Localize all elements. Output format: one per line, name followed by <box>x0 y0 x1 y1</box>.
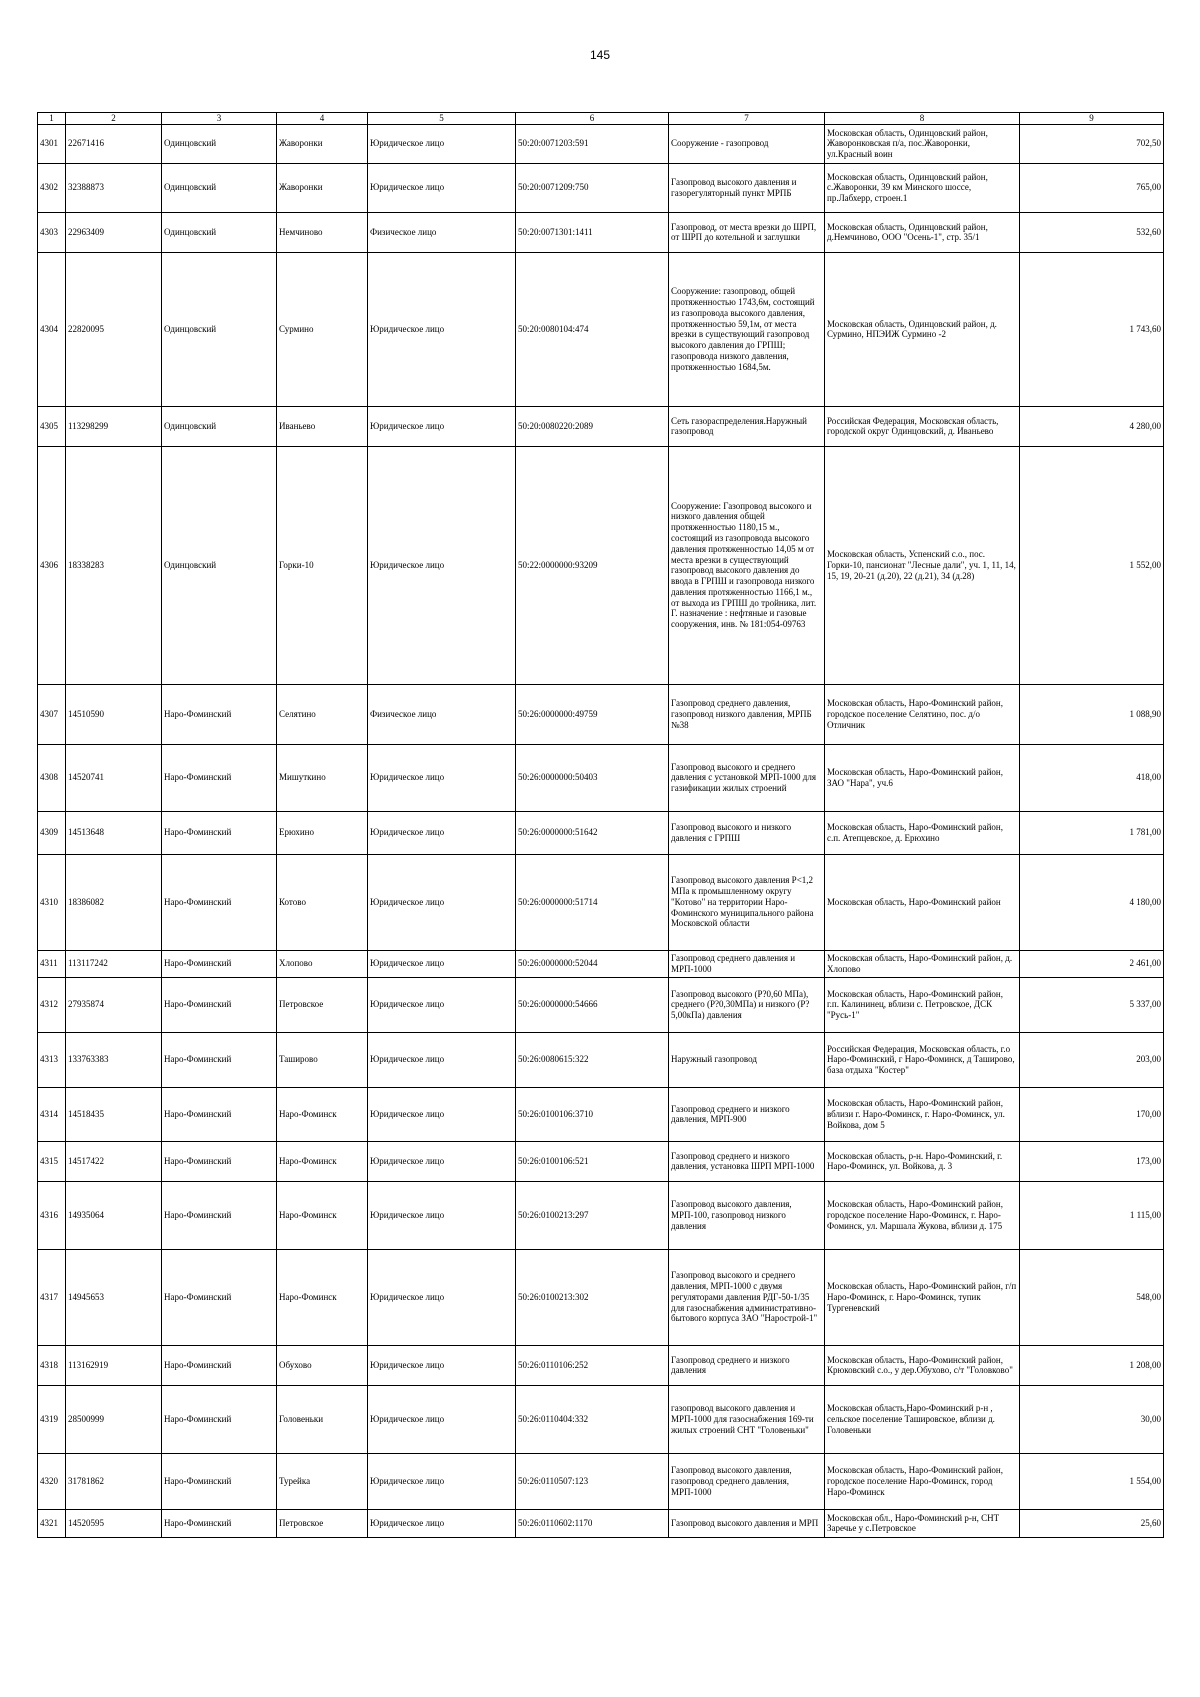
owner-type-cell: Юридическое лицо <box>368 163 516 212</box>
cadastral-number-cell: 50:26:0000000:51714 <box>516 854 669 950</box>
object-id-cell: 14510590 <box>66 684 162 744</box>
object-id-cell: 18338283 <box>66 446 162 684</box>
object-id-cell: 14520741 <box>66 744 162 811</box>
cadastral-number-cell: 50:20:0071301:1411 <box>516 212 669 252</box>
row-number-cell: 4306 <box>38 446 66 684</box>
settlement-cell: Мишуткино <box>277 744 368 811</box>
area-cell: 1 781,00 <box>1020 811 1164 854</box>
owner-type-cell: Юридическое лицо <box>368 1249 516 1345</box>
owner-type-cell: Юридическое лицо <box>368 1385 516 1453</box>
row-number-cell: 4311 <box>38 950 66 977</box>
object-id-cell: 22671416 <box>66 124 162 163</box>
district-cell: Одинцовский <box>162 212 277 252</box>
object-description-cell: Газопровод среднего и низкого давления, МРП-900 <box>669 1087 825 1141</box>
row-number-cell: 4314 <box>38 1087 66 1141</box>
address-cell: Московская область, Успенский с.о., пос. Горки-10, пансионат "Лесные дали", уч. 1, 11, 14, 15, 19, 20-21 (д.20), 22 (д.21), 34 (д.28) <box>825 446 1020 684</box>
area-cell: 2 461,00 <box>1020 950 1164 977</box>
table-row <box>38 1181 1164 1249</box>
table-row <box>38 1345 1164 1385</box>
area-cell: 4 280,00 <box>1020 406 1164 446</box>
row-number-cell: 4301 <box>38 124 66 163</box>
object-id-cell: 31781862 <box>66 1453 162 1509</box>
settlement-cell: Иваньево <box>277 406 368 446</box>
district-cell: Наро-Фоминский <box>162 811 277 854</box>
table-row <box>38 811 1164 854</box>
address-cell: Российская Федерация, Московская область, г.о Наро-Фоминский, г Наро-Фоминск, д Таширово, база отдыха "Костер" <box>825 1032 1020 1087</box>
object-description-cell: Газопровод высокого и низкого давления с ГРПШ <box>669 811 825 854</box>
column-number: 1 <box>38 113 66 125</box>
object-id-cell: 22963409 <box>66 212 162 252</box>
address-cell: Московская область, Наро-Фоминский район, д. Хлопово <box>825 950 1020 977</box>
cadastral-number-cell: 50:26:0100106:521 <box>516 1141 669 1181</box>
district-cell: Наро-Фоминский <box>162 1181 277 1249</box>
row-number-cell: 4302 <box>38 163 66 212</box>
settlement-cell: Селятино <box>277 684 368 744</box>
table-row <box>38 854 1164 950</box>
area-cell: 1 554,00 <box>1020 1453 1164 1509</box>
cadastral-number-cell: 50:26:0110602:1170 <box>516 1509 669 1537</box>
object-id-cell: 18386082 <box>66 854 162 950</box>
district-cell: Наро-Фоминский <box>162 684 277 744</box>
object-id-cell: 14945653 <box>66 1249 162 1345</box>
address-cell: Московская область, Наро-Фоминский район, ЗАО "Нара", уч.6 <box>825 744 1020 811</box>
object-description-cell: Газопровод высокого давления, МРП-100, газопровод низкого давления <box>669 1181 825 1249</box>
table-row <box>38 446 1164 684</box>
district-cell: Наро-Фоминский <box>162 977 277 1032</box>
address-cell: Московская область,Наро-Фоминский р-н , сельское поселение Ташировское, вблизи д. Головеньки <box>825 1385 1020 1453</box>
area-cell: 4 180,00 <box>1020 854 1164 950</box>
address-cell: Российская Федерация, Московская область, городской округ Одинцовский, д. Иваньево <box>825 406 1020 446</box>
row-number-cell: 4319 <box>38 1385 66 1453</box>
object-description-cell: Газопровод высокого давления Р<1,2 МПа к промышленному округу "Котово" на территории Наро-Фоминского муниципального района Московской области <box>669 854 825 950</box>
object-description-cell: Сооружение - газопровод <box>669 124 825 163</box>
cadastral-number-cell: 50:26:0110106:252 <box>516 1345 669 1385</box>
district-cell: Наро-Фоминский <box>162 1345 277 1385</box>
address-cell: Московская область, Одинцовский район, с.Жаворонки, 39 км Минского шоссе, пр.Лабхерр, строен.1 <box>825 163 1020 212</box>
object-description-cell: Газопровод среднего давления, газопровод низкого давления, МРПБ №38 <box>669 684 825 744</box>
settlement-cell: Наро-Фоминск <box>277 1087 368 1141</box>
cadastral-number-cell: 50:26:0080615:322 <box>516 1032 669 1087</box>
table-row <box>38 163 1164 212</box>
owner-type-cell: Юридическое лицо <box>368 1141 516 1181</box>
settlement-cell: Горки-10 <box>277 446 368 684</box>
area-cell: 1 088,90 <box>1020 684 1164 744</box>
owner-type-cell: Юридическое лицо <box>368 406 516 446</box>
cadastral-number-cell: 50:26:0000000:50403 <box>516 744 669 811</box>
address-cell: Московская область, Наро-Фоминский район <box>825 854 1020 950</box>
object-id-cell: 22820095 <box>66 252 162 406</box>
area-cell: 173,00 <box>1020 1141 1164 1181</box>
area-cell: 25,60 <box>1020 1509 1164 1537</box>
district-cell: Наро-Фоминский <box>162 1453 277 1509</box>
table-row <box>38 1032 1164 1087</box>
owner-type-cell: Юридическое лицо <box>368 744 516 811</box>
owner-type-cell: Юридическое лицо <box>368 950 516 977</box>
object-description-cell: Газопровод среднего и низкого давления, установка ШРП МРП-1000 <box>669 1141 825 1181</box>
cadastral-number-cell: 50:26:0000000:52044 <box>516 950 669 977</box>
table-row <box>38 744 1164 811</box>
settlement-cell: Сурмино <box>277 252 368 406</box>
owner-type-cell: Юридическое лицо <box>368 446 516 684</box>
settlement-cell: Обухово <box>277 1345 368 1385</box>
object-description-cell: Наружный газопровод <box>669 1032 825 1087</box>
table-row <box>38 950 1164 977</box>
row-number-cell: 4305 <box>38 406 66 446</box>
settlement-cell: Немчиново <box>277 212 368 252</box>
cadastral-number-cell: 50:26:0110404:332 <box>516 1385 669 1453</box>
column-number: 3 <box>162 113 277 125</box>
district-cell: Одинцовский <box>162 124 277 163</box>
object-id-cell: 113162919 <box>66 1345 162 1385</box>
object-description-cell: Газопровод высокого и среднего давления, МРП-1000 с двумя регуляторами давления РДГ-50-1/35 для газоснабжения административно-бытового корпуса ЗАО "Нарострой-1" <box>669 1249 825 1345</box>
cadastral-number-cell: 50:26:0100213:297 <box>516 1181 669 1249</box>
address-cell: Московская область, Одинцовский район, Жаворонковская п/а, пос.Жаворонки, ул.Красный воин <box>825 124 1020 163</box>
district-cell: Одинцовский <box>162 163 277 212</box>
cadastral-number-cell: 50:20:0080220:2089 <box>516 406 669 446</box>
district-cell: Наро-Фоминский <box>162 950 277 977</box>
address-cell: Московская область, Наро-Фоминский район, вблизи г. Наро-Фоминск, г. Наро-Фоминск, ул. Войкова, дом 5 <box>825 1087 1020 1141</box>
area-cell: 203,00 <box>1020 1032 1164 1087</box>
area-cell: 30,00 <box>1020 1385 1164 1453</box>
object-description-cell: Газопровод высокого давления, газопровод среднего давления, МРП-1000 <box>669 1453 825 1509</box>
object-id-cell: 133763383 <box>66 1032 162 1087</box>
settlement-cell: Котово <box>277 854 368 950</box>
district-cell: Наро-Фоминский <box>162 1087 277 1141</box>
row-number-cell: 4304 <box>38 252 66 406</box>
object-id-cell: 113298299 <box>66 406 162 446</box>
row-number-cell: 4320 <box>38 1453 66 1509</box>
address-cell: Московская область, Наро-Фоминский район, городское поселение Наро-Фоминск, г. Наро-Фоминск, ул. Маршала Жукова, вблизи д. 175 <box>825 1181 1020 1249</box>
column-number: 6 <box>516 113 669 125</box>
district-cell: Наро-Фоминский <box>162 854 277 950</box>
area-cell: 1 115,00 <box>1020 1181 1164 1249</box>
object-description-cell: Сооружение: газопровод, общей протяженностью 1743,6м, состоящий из газопровода высокого давления, протяженностью 59,1м, от места врезки в существующий газопровод высокого давления до ГРПШ; газопровода низкого давления, протяженностью 1684,5м. <box>669 252 825 406</box>
table-row <box>38 1385 1164 1453</box>
cadastral-number-cell: 50:20:0071209:750 <box>516 163 669 212</box>
row-number-cell: 4303 <box>38 212 66 252</box>
district-cell: Наро-Фоминский <box>162 1141 277 1181</box>
settlement-cell: Петровское <box>277 1509 368 1537</box>
owner-type-cell: Юридическое лицо <box>368 1032 516 1087</box>
table-row <box>38 1249 1164 1345</box>
address-cell: Московская область, Наро-Фоминский район, городское поселение Селятино, пос. д/о Отличник <box>825 684 1020 744</box>
area-cell: 1 208,00 <box>1020 1345 1164 1385</box>
settlement-cell: Наро-Фоминск <box>277 1141 368 1181</box>
district-cell: Наро-Фоминский <box>162 1385 277 1453</box>
column-number: 8 <box>825 113 1020 125</box>
settlement-cell: Хлопово <box>277 950 368 977</box>
address-cell: Московская область, Наро-Фоминский район, г/п Наро-Фоминск, г. Наро-Фоминск, тупик Тургеневский <box>825 1249 1020 1345</box>
object-id-cell: 27935874 <box>66 977 162 1032</box>
object-id-cell: 14513648 <box>66 811 162 854</box>
row-number-cell: 4309 <box>38 811 66 854</box>
area-cell: 548,00 <box>1020 1249 1164 1345</box>
cadastral-number-cell: 50:26:0100106:3710 <box>516 1087 669 1141</box>
object-description-cell: Сооружение: Газопровод высокого и низкого давления общей протяженностью 1180,15 м., состоящий из газопровода высокого давления протяженностью 14,05 м от места врезки в существующий газопровод высокого давления до ввода в ГРПШ и газопровода низкого давления протяженностью 1166,1 м., от выхода из ГРПШ до тройника, лит. Г. назначение : нефтяные и газовые сооружения, инв. № 181:054-09763 <box>669 446 825 684</box>
gas-pipeline-registry-table <box>37 112 1164 1538</box>
cadastral-number-cell: 50:26:0000000:54666 <box>516 977 669 1032</box>
row-number-cell: 4313 <box>38 1032 66 1087</box>
page-number: 145 <box>589 48 611 62</box>
owner-type-cell: Юридическое лицо <box>368 854 516 950</box>
district-cell: Одинцовский <box>162 446 277 684</box>
object-description-cell: Газопровод высокого давления и газорегуляторный пункт МРПБ <box>669 163 825 212</box>
table-row <box>38 406 1164 446</box>
area-cell: 1 743,60 <box>1020 252 1164 406</box>
district-cell: Наро-Фоминский <box>162 744 277 811</box>
settlement-cell: Наро-Фоминск <box>277 1249 368 1345</box>
settlement-cell: Жаворонки <box>277 163 368 212</box>
column-number: 2 <box>66 113 162 125</box>
settlement-cell: Жаворонки <box>277 124 368 163</box>
column-number: 5 <box>368 113 516 125</box>
district-cell: Одинцовский <box>162 252 277 406</box>
object-description-cell: газопровод высокого давления и МРП-1000 для газоснабжения 169-ти жилых строений СНТ "Головеньки" <box>669 1385 825 1453</box>
table-row <box>38 1141 1164 1181</box>
cadastral-number-cell: 50:20:0080104:474 <box>516 252 669 406</box>
area-cell: 532,60 <box>1020 212 1164 252</box>
settlement-cell: Ерюхино <box>277 811 368 854</box>
area-cell: 702,50 <box>1020 124 1164 163</box>
object-id-cell: 32388873 <box>66 163 162 212</box>
row-number-cell: 4312 <box>38 977 66 1032</box>
owner-type-cell: Юридическое лицо <box>368 1345 516 1385</box>
area-cell: 1 552,00 <box>1020 446 1164 684</box>
owner-type-cell: Физическое лицо <box>368 212 516 252</box>
object-id-cell: 14935064 <box>66 1181 162 1249</box>
owner-type-cell: Юридическое лицо <box>368 977 516 1032</box>
object-description-cell: Газопровод высокого и среднего давления с установкой МРП-1000 для газификации жилых строений <box>669 744 825 811</box>
table-row <box>38 212 1164 252</box>
area-cell: 5 337,00 <box>1020 977 1164 1032</box>
column-number: 4 <box>277 113 368 125</box>
row-number-cell: 4310 <box>38 854 66 950</box>
table-row <box>38 1087 1164 1141</box>
address-cell: Московская область, Наро-Фоминский район, г.п. Калининец, вблизи с. Петровское, ДСК "Русь-1" <box>825 977 1020 1032</box>
object-description-cell: Газопровод среднего давления и МРП-1000 <box>669 950 825 977</box>
owner-type-cell: Юридическое лицо <box>368 1087 516 1141</box>
settlement-cell: Наро-Фоминск <box>277 1181 368 1249</box>
owner-type-cell: Юридическое лицо <box>368 1181 516 1249</box>
address-cell: Московская обл., Наро-Фоминский р-н, СНТ Заречье у с.Петровское <box>825 1509 1020 1537</box>
cadastral-number-cell: 50:22:0000000:93209 <box>516 446 669 684</box>
address-cell: Московская область, Наро-Фоминский район, с.п. Атепцевское, д. Ерюхино <box>825 811 1020 854</box>
area-cell: 418,00 <box>1020 744 1164 811</box>
object-id-cell: 28500999 <box>66 1385 162 1453</box>
column-number-row <box>38 113 1164 125</box>
object-id-cell: 14517422 <box>66 1141 162 1181</box>
owner-type-cell: Юридическое лицо <box>368 1509 516 1537</box>
owner-type-cell: Юридическое лицо <box>368 124 516 163</box>
row-number-cell: 4318 <box>38 1345 66 1385</box>
area-cell: 170,00 <box>1020 1087 1164 1141</box>
area-cell: 765,00 <box>1020 163 1164 212</box>
cadastral-number-cell: 50:26:0100213:302 <box>516 1249 669 1345</box>
district-cell: Наро-Фоминский <box>162 1032 277 1087</box>
object-id-cell: 113117242 <box>66 950 162 977</box>
column-number: 7 <box>669 113 825 125</box>
row-number-cell: 4316 <box>38 1181 66 1249</box>
table-row <box>38 1509 1164 1537</box>
object-id-cell: 14520595 <box>66 1509 162 1537</box>
owner-type-cell: Юридическое лицо <box>368 811 516 854</box>
district-cell: Наро-Фоминский <box>162 1249 277 1345</box>
table-row <box>38 684 1164 744</box>
cadastral-number-cell: 50:26:0000000:49759 <box>516 684 669 744</box>
row-number-cell: 4308 <box>38 744 66 811</box>
address-cell: Московская область, Одинцовский район, д.Немчиново, ООО "Осень-1", стр. 35/1 <box>825 212 1020 252</box>
cadastral-number-cell: 50:20:0071203:591 <box>516 124 669 163</box>
object-description-cell: Сеть газораспределения.Наружный газопровод <box>669 406 825 446</box>
row-number-cell: 4315 <box>38 1141 66 1181</box>
object-description-cell: Газопровод высокого давления и МРП <box>669 1509 825 1537</box>
row-number-cell: 4321 <box>38 1509 66 1537</box>
district-cell: Одинцовский <box>162 406 277 446</box>
table-row <box>38 124 1164 163</box>
settlement-cell: Петровское <box>277 977 368 1032</box>
table-row <box>38 1453 1164 1509</box>
owner-type-cell: Физическое лицо <box>368 684 516 744</box>
address-cell: Московская область, Наро-Фоминский район, городское поселение Наро-Фоминск, город Наро-Фоминск <box>825 1453 1020 1509</box>
object-description-cell: Газопровод среднего и низкого давления <box>669 1345 825 1385</box>
column-number: 9 <box>1020 113 1164 125</box>
table-row <box>38 252 1164 406</box>
table-row <box>38 977 1164 1032</box>
object-description-cell: Газопровод высокого (Р?0,60 МПа), среднего (Р?0,30МПа) и низкого (Р?5,00кПа) давления <box>669 977 825 1032</box>
row-number-cell: 4307 <box>38 684 66 744</box>
settlement-cell: Таширово <box>277 1032 368 1087</box>
cadastral-number-cell: 50:26:0000000:51642 <box>516 811 669 854</box>
cadastral-number-cell: 50:26:0110507:123 <box>516 1453 669 1509</box>
address-cell: Московская область, р-н. Наро-Фоминский, г. Наро-Фоминск, ул. Войкова, д. 3 <box>825 1141 1020 1181</box>
row-number-cell: 4317 <box>38 1249 66 1345</box>
district-cell: Наро-Фоминский <box>162 1509 277 1537</box>
owner-type-cell: Юридическое лицо <box>368 252 516 406</box>
owner-type-cell: Юридическое лицо <box>368 1453 516 1509</box>
settlement-cell: Турейка <box>277 1453 368 1509</box>
address-cell: Московская область, Наро-Фоминский район, Крюковский с.о., у дер.Обухово, с/т "Головково" <box>825 1345 1020 1385</box>
address-cell: Московская область, Одинцовский район, д. Сурмино, НПЭИЖ Сурмино -2 <box>825 252 1020 406</box>
object-description-cell: Газопровод, от места врезки до ШРП, от ШРП до котельной и заглушки <box>669 212 825 252</box>
object-id-cell: 14518435 <box>66 1087 162 1141</box>
settlement-cell: Головеньки <box>277 1385 368 1453</box>
